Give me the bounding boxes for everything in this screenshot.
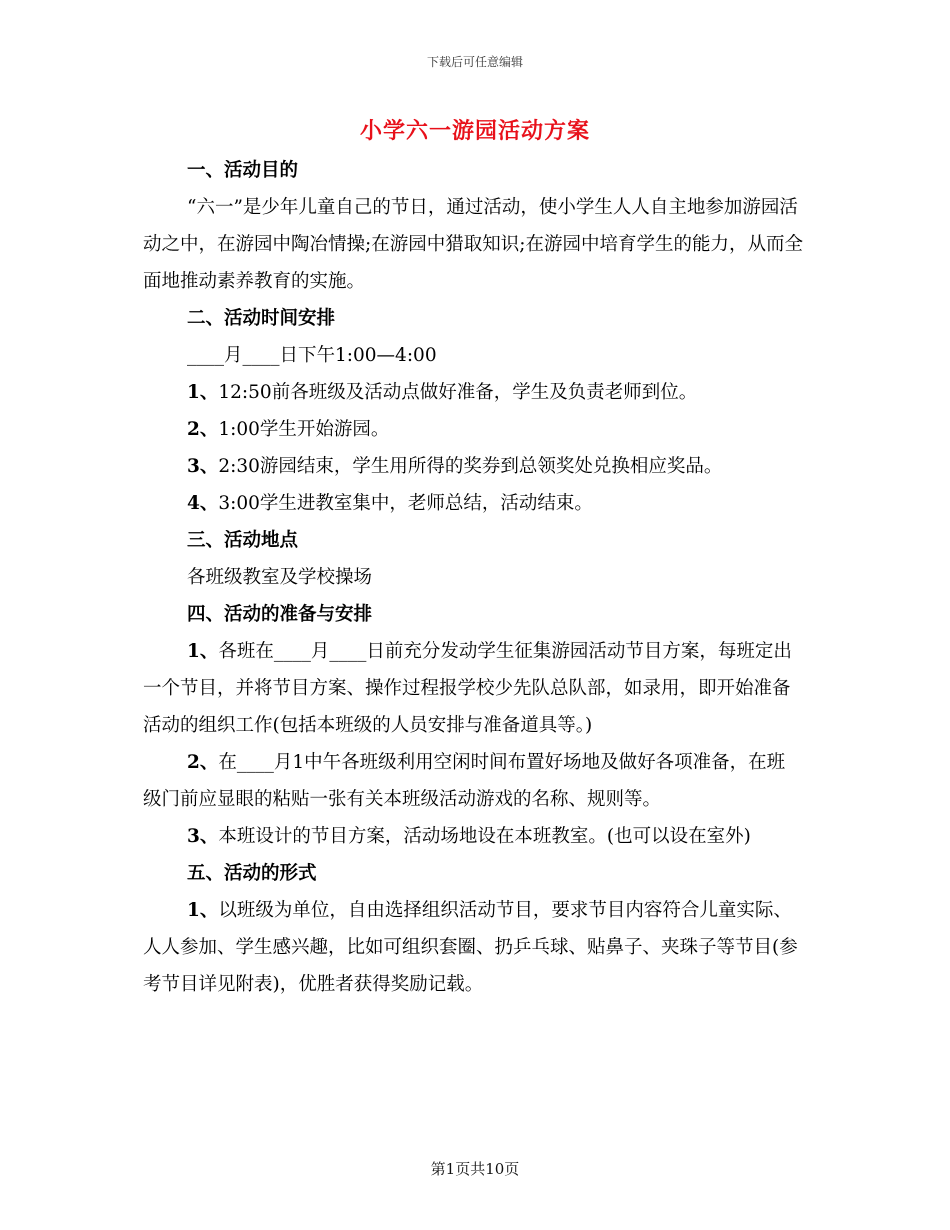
schedule-time: ____月____日下午1:00—4:00 <box>187 345 437 366</box>
list-item <box>143 892 803 1003</box>
list-item-text: 1:00学生开始游园。 <box>218 419 390 440</box>
list-item <box>143 448 803 485</box>
list-item <box>143 485 803 522</box>
section-heading-schedule: 二、活动时间安排 <box>187 308 336 329</box>
document-body <box>143 152 803 1003</box>
list-item-text: 在____月1中午各班级利用空闲时间布置好场地及做好各项准备，在班级门前应显眼的粘贴一张有关本班级活动游戏的名称、规则等。 <box>143 752 786 810</box>
list-item-number: 1、 <box>187 900 219 921</box>
page-number: 第1页共10页 <box>430 1160 520 1178</box>
header-note: 下载后可任意编辑 <box>426 55 523 69</box>
list-item-number: 2、 <box>187 752 219 773</box>
list-item-text: 以班级为单位，自由选择组织活动节目，要求节目内容符合儿童实际、人人参加、学生感兴趣，比如可组织套圈、扔乒乓球、贴鼻子、夹珠子等节目(参考节目详见附表)，优胜者获得奖励记载。 <box>143 900 798 995</box>
list-item-number: 1、 <box>187 641 219 662</box>
list-item <box>143 818 803 855</box>
list-item <box>143 411 803 448</box>
list-item-text: 12:50前各班级及活动点做好准备，学生及负责老师到位。 <box>218 382 698 403</box>
list-item-text: 2:30游园结束，学生用所得的奖券到总领奖处兑换相应奖品。 <box>218 456 723 477</box>
section-heading-format: 五、活动的形式 <box>187 863 317 884</box>
section-heading-preparation: 四、活动的准备与安排 <box>187 604 373 625</box>
section-heading-location: 三、活动地点 <box>187 530 299 551</box>
list-item-text: 3:00学生进教室集中，老师总结，活动结束。 <box>218 493 593 514</box>
list-item-number: 3、 <box>187 456 219 477</box>
paragraph-location: 各班级教室及学校操场 <box>187 567 373 588</box>
section-heading-purpose: 一、活动目的 <box>187 160 299 181</box>
list-item-number: 1、 <box>187 382 219 403</box>
list-item <box>143 374 803 411</box>
document-title: 小学六一游园活动方案 <box>359 118 590 144</box>
list-item <box>143 744 803 818</box>
list-item-text: 各班在____月____日前充分发动学生征集游园活动节目方案，每班定出一个节目，并将节目方案、操作过程报学校少先队总队部，如录用，即开始准备活动的组织工作(包括本班级的人员安排与准备道具等。) <box>143 641 792 736</box>
list-item-number: 4、 <box>187 493 219 514</box>
list-item <box>143 633 803 744</box>
list-item-number: 2、 <box>187 419 219 440</box>
list-item-text: 本班设计的节目方案，活动场地设在本班教室。(也可以设在室外) <box>218 826 751 847</box>
paragraph-purpose: “六一”是少年儿童自己的节日，通过活动，使小学生人人自主地参加游园活动之中，在游园中陶冶情操;在游园中猎取知识;在游园中培育学生的能力，从而全面地推动素养教育的实施。 <box>143 197 803 292</box>
list-item-number: 3、 <box>187 826 219 847</box>
